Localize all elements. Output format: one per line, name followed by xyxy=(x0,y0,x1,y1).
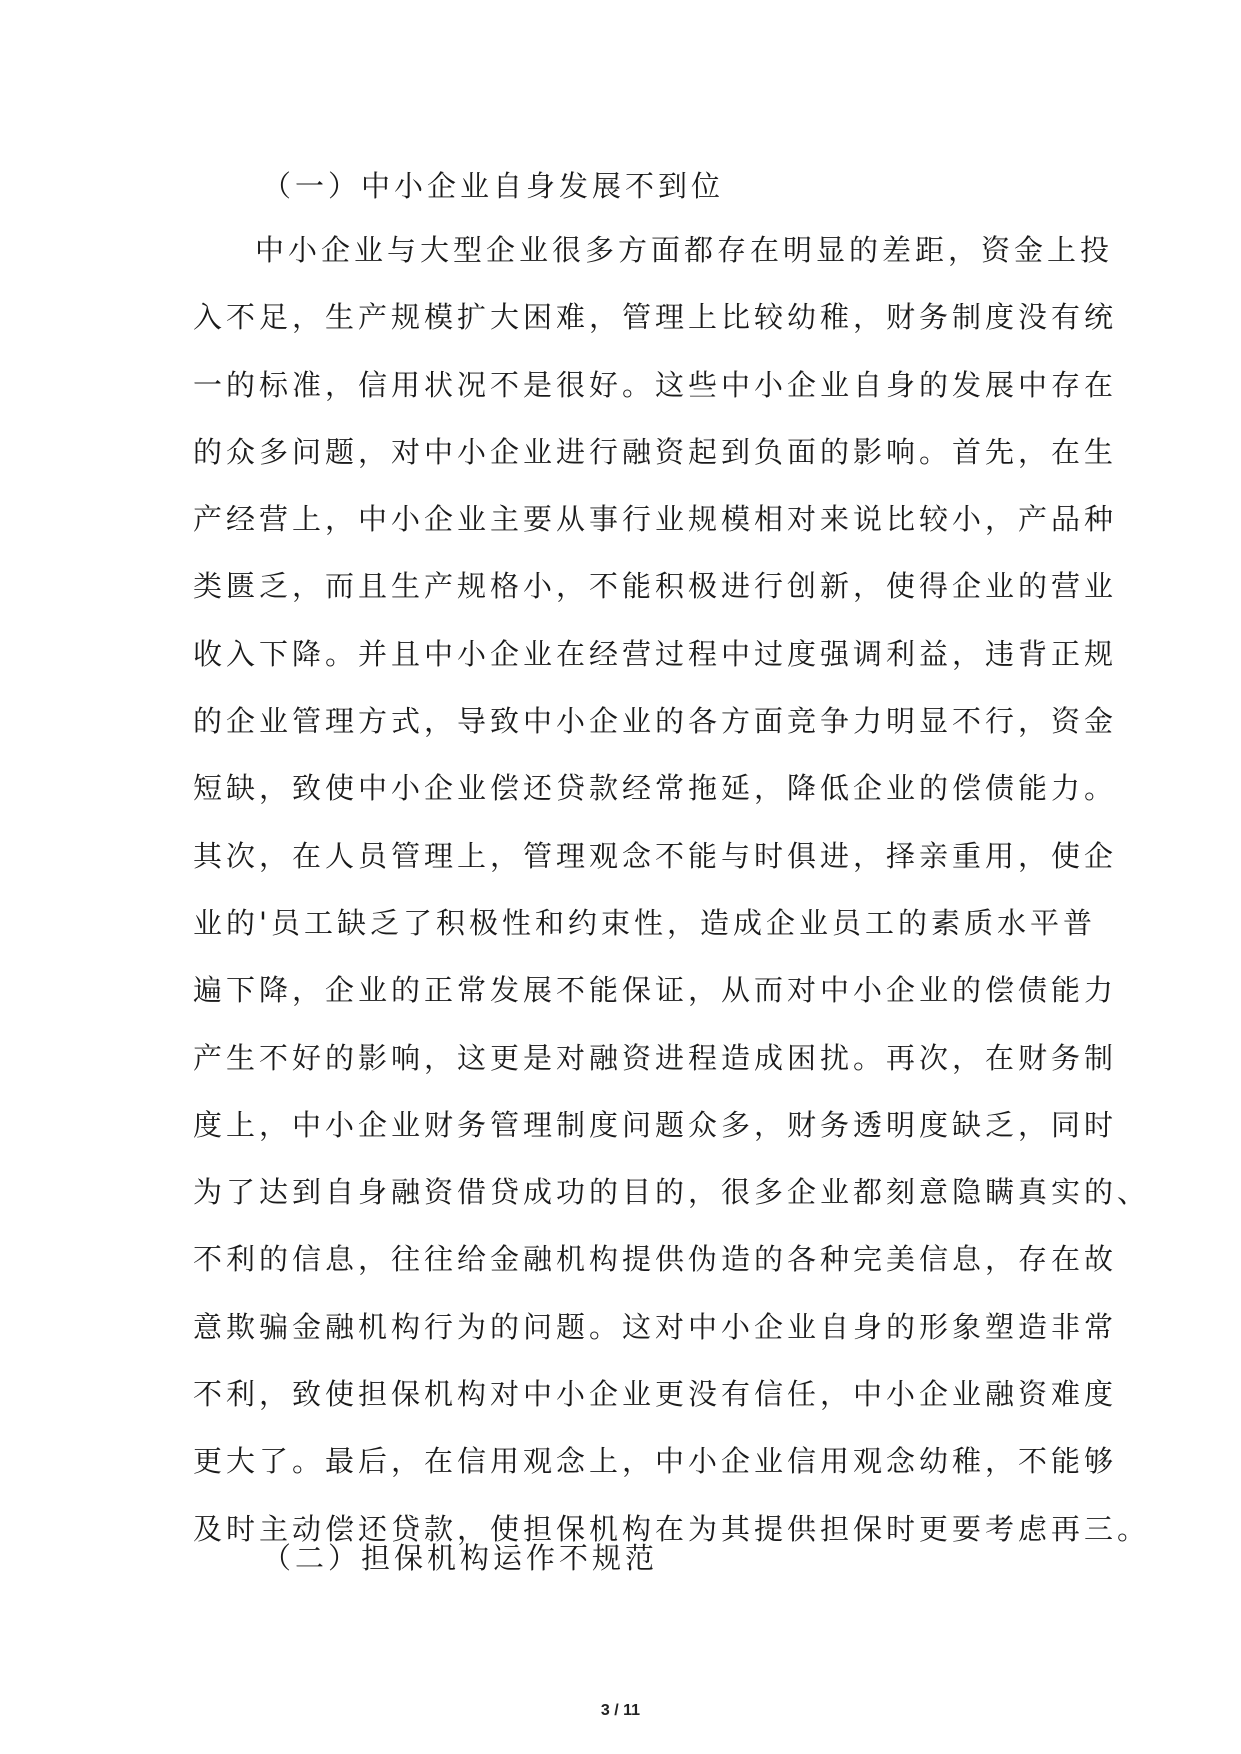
paragraph-line: 及时主动偿还贷款，使担保机构在为其提供担保时更要考虑再三。 xyxy=(193,1511,1151,1546)
paragraph-line: 意欺骗金融机构行为的问题。这对中小企业自身的形象塑造非常 xyxy=(193,1309,1118,1344)
paragraph-line: 为了达到自身融资借贷成功的目的，很多企业都刻意隐瞒真实的、 xyxy=(193,1175,1151,1210)
section-1-paragraph xyxy=(193,230,1151,1576)
paragraph-line: 短缺，致使中小企业偿还贷款经常拖延，降低企业的偿债能力。 xyxy=(193,771,1118,806)
section-heading-2: （二）担保机构运作不规范 xyxy=(262,1541,659,1575)
paragraph-line: 产生不好的影响，这更是对融资进程造成困扰。再次，在财务制 xyxy=(193,1040,1118,1075)
page-number: 3 / 11 xyxy=(600,1702,641,1719)
paragraph-line: 更大了。最后，在信用观念上，中小企业信用观念幼稚，不能够 xyxy=(193,1444,1118,1479)
paragraph-line: 的众多问题，对中小企业进行融资起到负面的影响。首先，在生 xyxy=(193,434,1118,469)
paragraph-line: 度上，中小企业财务管理制度问题众多，财务透明度缺乏，同时 xyxy=(193,1107,1118,1142)
section-heading-1: （一）中小企业自身发展不到位 xyxy=(262,169,725,203)
paragraph-line: 业的'员工缺乏了积极性和约束性，造成企业员工的素质水平普 xyxy=(193,905,1096,940)
paragraph-line: 的企业管理方式，导致中小企业的各方面竞争力明显不行，资金 xyxy=(193,704,1118,739)
paragraph-line: 入不足，生产规模扩大困难，管理上比较幼稚，财务制度没有统 xyxy=(193,300,1118,335)
paragraph-line: 不利，致使担保机构对中小企业更没有信任，中小企业融资难度 xyxy=(193,1377,1118,1412)
paragraph-line: 一的标准，信用状况不是很好。这些中小企业自身的发展中存在 xyxy=(193,367,1118,402)
paragraph-line: 产经营上，中小企业主要从事行业规模相对来说比较小，产品种 xyxy=(193,502,1118,537)
paragraph-line: 遍下降，企业的正常发展不能保证，从而对中小企业的偿债能力 xyxy=(193,973,1118,1008)
paragraph-line: 收入下降。并且中小企业在经营过程中过度强调利益，违背正规 xyxy=(193,636,1118,671)
paragraph-line: 中小企业与大型企业很多方面都存在明显的差距，资金上投 xyxy=(255,233,1114,267)
paragraph-line: 不利的信息，往往给金融机构提供伪造的各种完美信息，存在故 xyxy=(193,1242,1118,1277)
paragraph-line: 类匮乏，而且生产规格小，不能积极进行创新，使得企业的营业 xyxy=(193,569,1118,604)
paragraph-line: 其次，在人员管理上，管理观念不能与时俱进，择亲重用，使企 xyxy=(193,838,1118,873)
